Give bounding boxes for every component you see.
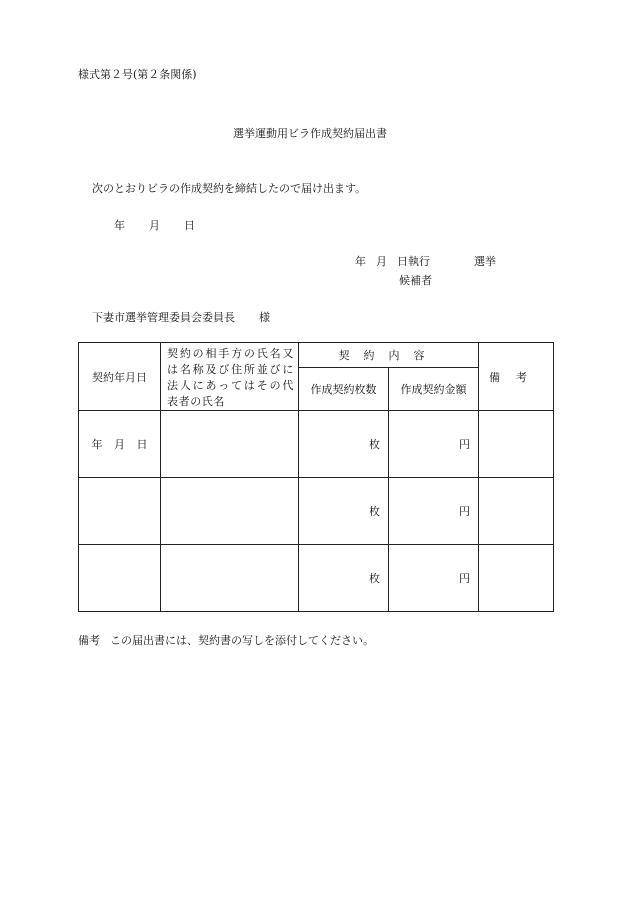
table-row <box>79 545 554 612</box>
footnote <box>78 632 374 648</box>
footnote-label: 備考 <box>78 634 100 647</box>
addressee <box>92 309 270 325</box>
election-date-line <box>355 253 496 269</box>
election-year: 年 <box>355 255 366 268</box>
submission-date <box>114 217 195 233</box>
date-year: 年 <box>114 219 125 232</box>
footnote-text: この届出書には、契約書の写しを添付してください。 <box>110 634 374 647</box>
date-month: 月 <box>149 219 160 232</box>
addressee-honorific: 様 <box>259 311 270 324</box>
cell-remarks <box>479 411 554 478</box>
cell-party <box>161 545 299 612</box>
election-month: 月 <box>376 255 387 268</box>
document-title: 選挙運動用ビラ作成契約届出書 <box>233 127 387 140</box>
cell-sheet-count: 枚 <box>299 411 389 478</box>
addressee-name: 下妻市選挙管理委員会委員長 <box>92 311 235 324</box>
cell-date <box>79 478 161 545</box>
cell-party <box>161 478 299 545</box>
date-day: 日 <box>184 219 195 232</box>
lead-text: 次のとおりビラの作成契約を締結したので届け出ます。 <box>92 182 367 195</box>
cell-amount: 円 <box>389 545 479 612</box>
cell-date: 年 月 日 <box>79 411 161 478</box>
cell-amount: 円 <box>389 478 479 545</box>
cell-sheet-count: 枚 <box>299 478 389 545</box>
contract-table <box>78 342 554 612</box>
header-party: 契約の相手方の氏名又は名称及び住所並びに法人にあってはその代表者の氏名 <box>161 343 299 411</box>
table-row <box>79 411 554 478</box>
cell-sheet-count: 枚 <box>299 545 389 612</box>
header-sheet-count: 作成契約枚数 <box>299 368 389 411</box>
header-contract-content: 契約内容 <box>299 343 479 368</box>
cell-amount: 円 <box>389 411 479 478</box>
election-day-exec: 日執行 <box>397 255 430 268</box>
cell-date <box>79 545 161 612</box>
header-remarks: 備考 <box>479 343 554 411</box>
cell-remarks <box>479 478 554 545</box>
table-row <box>79 478 554 545</box>
candidate-label: 候補者 <box>399 274 432 287</box>
form-number: 様式第２号(第２条関係) <box>78 68 197 81</box>
election-label: 選挙 <box>474 255 496 268</box>
header-amount: 作成契約金額 <box>389 368 479 411</box>
header-contract-date: 契約年月日 <box>79 343 161 411</box>
cell-party <box>161 411 299 478</box>
cell-remarks <box>479 545 554 612</box>
